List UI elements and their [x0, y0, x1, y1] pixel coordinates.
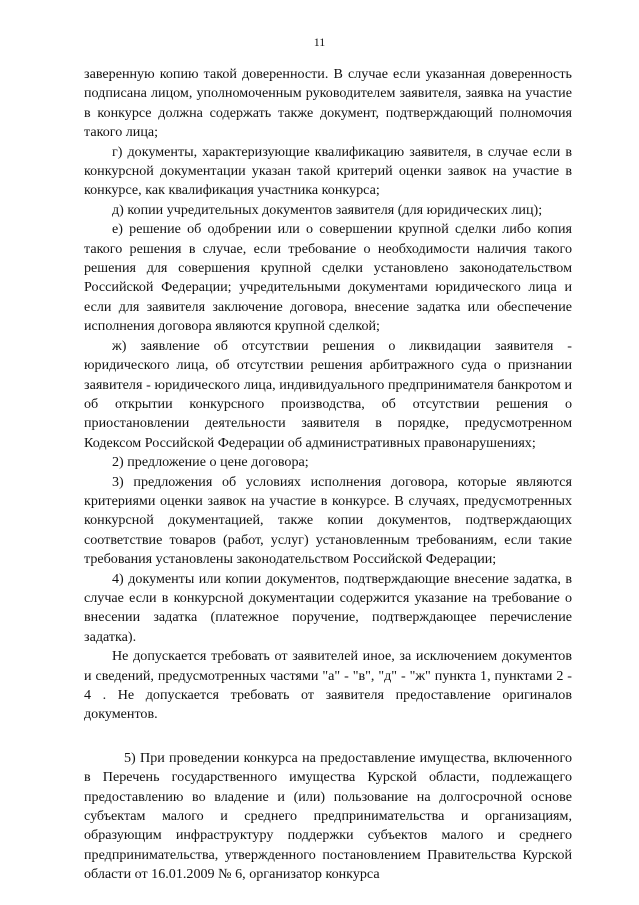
paragraph-item-e: е) решение об одобрении или о совершении крупной сделки либо копия такого решения в случае, если требование о необходимости наличия такого решения для совершения крупной сделки установлено законодательством Российской Федерации; учредительными документами юридического лица и если для заявителя заключение договора, внесение задатка или обеспечение исполнения договора являются крупной сделкой; — [84, 221, 572, 335]
paragraph-item-3: 3) предложения об условиях исполнения договора, которые являются критериями оценки заявок на участие в конкурсе. В случаях, предусмотренных конкурсной документацией, также копии документов, подтверждающих соответствие товаров (работ, услуг) установленным требованиям, если такие требования установлены законодательством Российской Федерации; — [84, 473, 572, 568]
page-number: 11 — [313, 35, 326, 49]
paragraph-section-5: 5) При проведении конкурса на предоставление имущества, включенного в Перечень государственного имущества Курской области, подлежащего предоставлению во владение и (или) пользование на долгосрочной основе субъектам малого и среднего предпринимательства и организациям, образующим инфраструктуру поддержки субъектов малого и среднего предпринимательства, утвержденного постановлением Правительства Курской области от 16.01.2009 № 6, организатор конкурса — [84, 749, 572, 883]
document-body — [84, 65, 572, 885]
paragraph-power-of-attorney: заверенную копию такой доверенности. В случае если указанная доверенность подписана лицом, уполномоченным руководителем заявителя, заявка на участие в конкурсе должна содержать также документ, подтверждающий полномочия такого лица; — [84, 66, 572, 141]
paragraph-item-d: д) копии учредительных документов заявителя (для юридических лиц); — [112, 201, 543, 218]
paragraph-restriction: Не допускается требовать от заявителей иное, за исключением документов и сведений, предусмотренных частями "а" - "в", "д" - "ж" пункта 1, пунктами 2 - 4 . Не допускается требовать от заявителя предоставление оригиналов документов. — [84, 648, 572, 723]
paragraph-item-zh: ж) заявление об отсутствии решения о ликвидации заявителя - юридического лица, об отсутствии решения арбитражного суда о признании заявителя - юридического лица, индивидуального предпринимателя банкротом и об открытии конкурсного производства, об отсутствии решения о приостановлении деятельности заявителя в порядке, предусмотренном Кодексом Российской Федерации об административных правонарушениях; — [84, 337, 572, 451]
paragraph-item-4: 4) документы или копии документов, подтверждающие внесение задатка, в случае если в конкурсной документации содержится указание на требование о внесении задатка (платежное поручение, подтверждающее перечисление задатка). — [84, 570, 572, 645]
paragraph-item-g: г) документы, характеризующие квалификацию заявителя, в случае если в конкурсной документации указан такой критерий оценки заявок на участие в конкурсе, как квалификация участника конкурса; — [84, 143, 572, 199]
paragraph-item-2: 2) предложение о цене договора; — [112, 454, 309, 471]
